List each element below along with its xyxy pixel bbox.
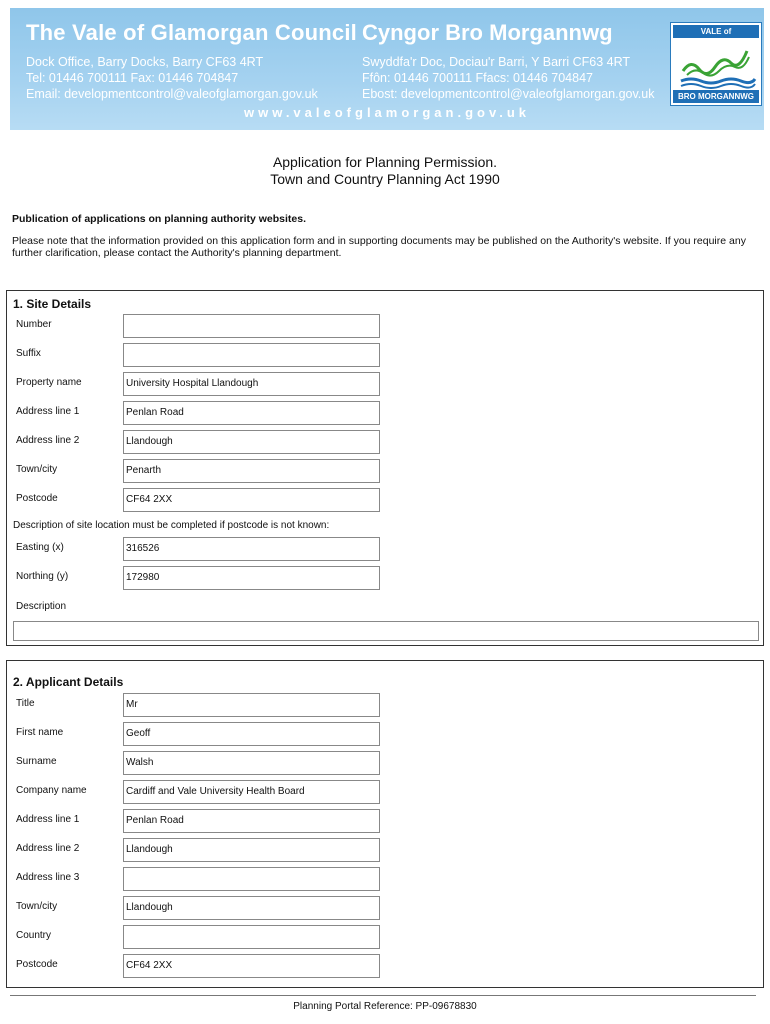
applicant-address-line-3-field[interactable] (123, 867, 380, 891)
field-label: Postcode (16, 959, 58, 970)
northing-field[interactable]: 172980 (123, 566, 380, 590)
applicant-postcode-field[interactable]: CF64 2XX (123, 954, 380, 978)
logo-bottom-text: BRO MORGANNWG (673, 90, 759, 103)
field-label: Company name (16, 785, 87, 796)
field-label: Postcode (16, 493, 58, 504)
logo-waves-icon (677, 41, 757, 89)
footer-divider (10, 995, 756, 996)
field-label: Address line 1 (16, 814, 80, 825)
applicant-town-city-field[interactable]: Llandough (123, 896, 380, 920)
title-line-2: Town and Country Planning Act 1990 (270, 171, 500, 187)
applicant-address-line-1-field[interactable]: Penlan Road (123, 809, 380, 833)
address-english (26, 54, 318, 102)
website-url: www.valeofglamorgan.gov.uk (243, 105, 531, 120)
site-details-section (6, 290, 764, 646)
title-field[interactable]: Mr (123, 693, 380, 717)
council-logo (670, 22, 762, 106)
location-note: Description of site location must be completed if postcode is not known: (13, 520, 330, 531)
field-label: Town/city (16, 464, 58, 475)
easting-field[interactable]: 316526 (123, 537, 380, 561)
portal-reference: Planning Portal Reference: PP-09678830 (293, 1001, 477, 1012)
document-title (0, 154, 770, 188)
section-title: 2. Applicant Details (13, 675, 124, 689)
address-welsh (362, 54, 655, 102)
first-name-field[interactable]: Geoff (123, 722, 380, 746)
number-field[interactable] (123, 314, 380, 338)
section-title: 1. Site Details (13, 297, 92, 311)
phone-line: Tel: 01446 700111 Fax: 01446 704847 (26, 71, 239, 85)
description-field[interactable] (13, 621, 759, 641)
address-line: Swyddfa'r Doc, Dociau'r Barri, Y Barri CF63 4RT (362, 55, 631, 69)
company-name-field[interactable]: Cardiff and Vale University Health Board (123, 780, 380, 804)
field-label: Town/city (16, 901, 58, 912)
council-name-english: The Vale of Glamorgan Council (26, 20, 357, 45)
title-line-1: Application for Planning Permission. (272, 154, 498, 170)
field-label: Title (16, 698, 35, 709)
field-label: Address line 2 (16, 843, 80, 854)
field-label: Description (16, 601, 67, 612)
field-label: Easting (x) (16, 542, 64, 553)
field-label: Suffix (16, 348, 41, 359)
postcode-field[interactable]: CF64 2XX (123, 488, 380, 512)
applicant-country-field[interactable] (123, 925, 380, 949)
logo-top-text: VALE of GLAMORGAN (673, 25, 759, 38)
field-label: Address line 3 (16, 872, 80, 883)
applicant-address-line-2-field[interactable]: Llandough (123, 838, 380, 862)
publication-note: Please note that the information provided on this application form and in supporting documents may be published on the Authority's website. If you require any further clarification, please contact the Authority's planning department. (12, 235, 746, 259)
suffix-field[interactable] (123, 343, 380, 367)
surname-field[interactable]: Walsh (123, 751, 380, 775)
address-line: Dock Office, Barry Docks, Barry CF63 4RT (26, 55, 264, 69)
phone-line: Ffôn: 01446 700111 Ffacs: 01446 704847 (362, 71, 593, 85)
town-city-field[interactable]: Penarth (123, 459, 380, 483)
council-name-welsh: Cyngor Bro Morgannwg (362, 20, 613, 45)
field-label: Address line 1 (16, 406, 80, 417)
field-label: First name (16, 727, 64, 738)
property-name-field[interactable]: University Hospital Llandough (123, 372, 380, 396)
field-label: Address line 2 (16, 435, 80, 446)
applicant-details-section (6, 660, 764, 988)
address-line-1-field[interactable]: Penlan Road (123, 401, 380, 425)
field-label: Property name (16, 377, 82, 388)
email-line: Email: developmentcontrol@valeofglamorgan.gov.uk (26, 87, 318, 101)
email-line: Ebost: developmentcontrol@valeofglamorgan.gov.uk (362, 87, 655, 101)
publication-heading: Publication of applications on planning authority websites. (12, 213, 307, 225)
header-banner (10, 8, 764, 130)
field-label: Surname (16, 756, 57, 767)
field-label: Country (16, 930, 52, 941)
field-label: Number (16, 319, 52, 330)
field-label: Northing (y) (16, 571, 69, 582)
address-line-2-field[interactable]: Llandough (123, 430, 380, 454)
